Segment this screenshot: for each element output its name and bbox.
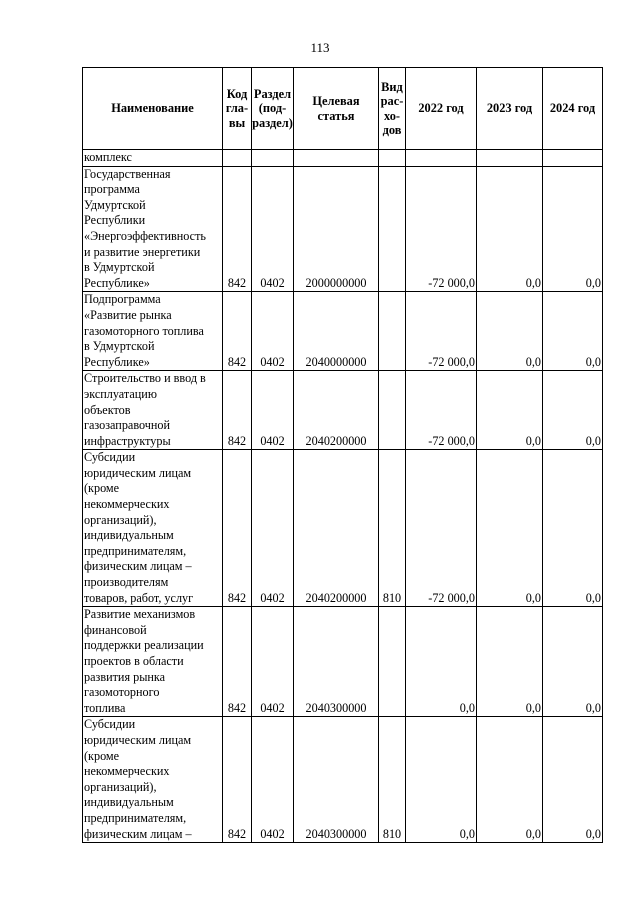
table-row — [83, 166, 603, 292]
table-row — [83, 292, 603, 371]
header-2023: 2023 год — [477, 68, 543, 150]
row-name — [83, 371, 223, 450]
budget-table — [82, 67, 603, 843]
row-name-line: объектов — [84, 402, 131, 417]
row-amount-2023: 0,0 — [477, 450, 543, 607]
header-section: Раздел (под- раздел) — [252, 68, 294, 150]
header-row — [83, 68, 603, 150]
row-expense-type — [379, 371, 406, 450]
continuation-row — [83, 150, 603, 167]
row-target: 2040200000 — [294, 450, 379, 607]
row-name-line: Удмуртской — [84, 197, 146, 212]
row-name — [83, 166, 223, 292]
row-amount-2023: 0,0 — [477, 717, 543, 843]
row-target: 2040200000 — [294, 371, 379, 450]
row-name-line: физическим лицам – — [84, 559, 192, 574]
row-name-line: товаров, работ, услуг — [84, 590, 194, 605]
row-section: 0402 — [252, 450, 294, 607]
row-name-line: (кроме — [84, 481, 120, 496]
row-name — [83, 292, 223, 371]
table-row — [83, 607, 603, 717]
row-amount-2023: 0,0 — [477, 371, 543, 450]
header-code: Код гла- вы — [223, 68, 252, 150]
row-name-line: производителям — [84, 575, 169, 590]
row-name-line: развития рынка — [84, 669, 166, 684]
row-name-line: юридическим лицам — [84, 732, 192, 747]
table-row — [83, 717, 603, 843]
header-expense-type: Вид рас- хо- дов — [379, 68, 406, 150]
row-code: 842 — [223, 371, 252, 450]
row-name-line: газомоторного топлива — [84, 323, 204, 338]
row-name-line: индивидуальным — [84, 528, 174, 543]
row-name-line: Республике» — [84, 354, 150, 369]
row-name — [83, 607, 223, 717]
row-section: 0402 — [252, 607, 294, 717]
row-amount-2022: -72 000,0 — [406, 292, 477, 371]
row-code: 842 — [223, 166, 252, 292]
row-name-line: в Удмуртской — [84, 339, 155, 354]
row-name-line: организаций), — [84, 779, 157, 794]
row-name-line: Государственная — [84, 166, 171, 181]
row-name-line: Субсидии — [84, 717, 136, 732]
row-name-line: предпринимателям, — [84, 543, 187, 558]
table-row — [83, 371, 603, 450]
page-number: 113 — [310, 40, 330, 55]
row-expense-type: 810 — [379, 450, 406, 607]
row-name-line: поддержки реализации — [84, 638, 204, 653]
row-name-line: проектов в области — [84, 654, 184, 668]
row-amount-2023: 0,0 — [477, 166, 543, 292]
row-name-line: «Развитие рынка — [84, 307, 172, 322]
row-section: 0402 — [252, 292, 294, 371]
row-amount-2023: 0,0 — [477, 292, 543, 371]
row-name-line: физическим лицам – — [84, 826, 192, 841]
row-name-line: в Удмуртской — [84, 260, 155, 275]
row-amount-2022: 0,0 — [406, 607, 477, 717]
row-name-line: топлива — [84, 700, 126, 715]
row-expense-type — [379, 292, 406, 371]
row-name-line: Подпрограмма — [84, 292, 161, 307]
row-name-line: (кроме — [84, 748, 120, 763]
row-amount-2022: 0,0 — [406, 717, 477, 843]
row-name-line: индивидуальным — [84, 795, 174, 810]
table-row — [83, 450, 603, 607]
row-amount-2024: 0,0 — [543, 371, 603, 450]
row-amount-2024: 0,0 — [543, 292, 603, 371]
row-name — [83, 450, 223, 607]
row-amount-2022: -72 000,0 — [406, 450, 477, 607]
row-name-line: Развитие механизмов — [84, 607, 196, 622]
row-name-line: предпринимателям, — [84, 810, 187, 825]
continuation-name: комплекс — [83, 150, 223, 167]
row-name-line: программа — [84, 182, 140, 197]
row-target: 2000000000 — [294, 166, 379, 292]
row-code: 842 — [223, 717, 252, 843]
row-expense-type — [379, 166, 406, 292]
row-name-line: газомоторного — [84, 685, 160, 700]
table-body — [83, 150, 603, 843]
header-target: Целевая статья — [294, 68, 379, 150]
row-section: 0402 — [252, 371, 294, 450]
row-name-line: некоммерческих — [84, 764, 170, 779]
row-name — [83, 717, 223, 843]
row-code: 842 — [223, 450, 252, 607]
row-amount-2024: 0,0 — [543, 450, 603, 607]
row-amount-2024: 0,0 — [543, 166, 603, 292]
row-name-line: Строительство и ввод в — [84, 371, 206, 386]
row-name-line: «Энергоэффективность — [84, 228, 206, 243]
row-name-line: и развитие энергетики — [84, 244, 201, 259]
row-code: 842 — [223, 607, 252, 717]
row-name-line: инфраструктуры — [84, 433, 171, 448]
row-name-line: Республике» — [84, 275, 150, 290]
row-amount-2024: 0,0 — [543, 607, 603, 717]
header-2022: 2022 год — [406, 68, 477, 150]
row-expense-type — [379, 607, 406, 717]
row-amount-2022: -72 000,0 — [406, 371, 477, 450]
row-section: 0402 — [252, 717, 294, 843]
header-2024: 2024 год — [543, 68, 603, 150]
row-expense-type: 810 — [379, 717, 406, 843]
row-name-line: юридическим лицам — [84, 465, 192, 480]
row-section: 0402 — [252, 166, 294, 292]
row-code: 842 — [223, 292, 252, 371]
row-amount-2022: -72 000,0 — [406, 166, 477, 292]
row-target: 2040000000 — [294, 292, 379, 371]
row-amount-2023: 0,0 — [477, 607, 543, 717]
row-name-line: некоммерческих — [84, 497, 170, 512]
row-name-line: газозаправочной — [84, 418, 171, 433]
header-name: Наименование — [83, 68, 223, 150]
row-name-line: Субсидии — [84, 450, 136, 465]
row-name-line: Республики — [84, 213, 146, 228]
row-name-line: эксплуатацию — [84, 386, 157, 401]
row-target: 2040300000 — [294, 717, 379, 843]
row-target: 2040300000 — [294, 607, 379, 717]
row-amount-2024: 0,0 — [543, 717, 603, 843]
row-name-line: финансовой — [84, 622, 147, 637]
row-name-line: организаций), — [84, 512, 157, 527]
